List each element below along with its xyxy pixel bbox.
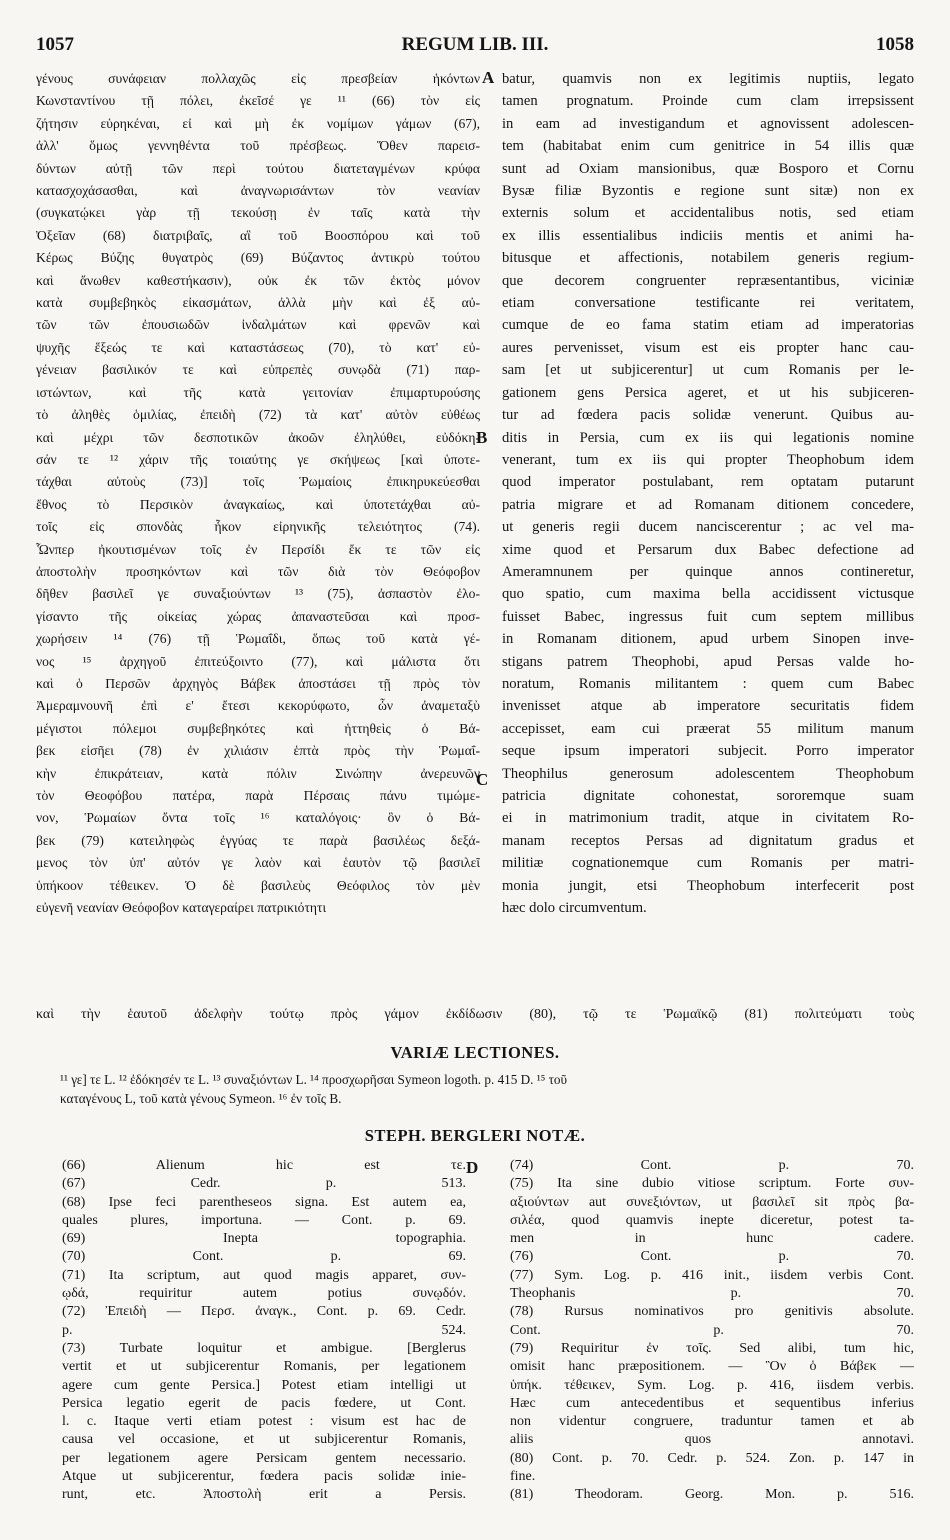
margin-marker-a: A xyxy=(482,68,495,87)
greek-text-column xyxy=(36,68,480,919)
greek-text-line: ζήτησιν εὑρηκέναι, εἰ καὶ μὴ ἐκ νομίμων γάμων (67), xyxy=(36,115,480,131)
greek-text-line: ὑπήκοον τέθεικεν. Ὁ δὲ βασιλεὺς Θεόφιλος τὸν μὲν xyxy=(36,877,480,893)
latin-text-line: militiæ cognationemque cum Romanis per matri- xyxy=(502,855,914,872)
note-line: Cont. p. 70. xyxy=(510,1322,914,1338)
greek-text-line: βεκ (79) κατειληφὼς ἐγγύας τε παρὰ βασιλέως δεξά- xyxy=(36,832,480,848)
greek-text-line: καὶ μέχρι τῶν δεσποτικῶν ἀκοῶν ἐληλύθει, εὐδόκη- xyxy=(36,429,480,445)
note-line: Hæc cum antecedentibus et sequentibus inferius xyxy=(510,1395,914,1411)
running-title: REGUM LIB. III. xyxy=(401,34,549,55)
greek-text-line: γένους συνάφειαν πολλαχῶς εἰς πρεσβείαν ἡκόντων xyxy=(36,71,480,86)
page-number-right: 1058 xyxy=(876,34,914,55)
latin-text-line: ut generis regii ducem nanciscerentur ; ac vel ma- xyxy=(502,519,914,536)
note-line: (76) Cont. p. 70. xyxy=(510,1249,914,1265)
note-line: (71) Ita scriptum, aut quod magis apparet, συν- xyxy=(62,1267,466,1283)
latin-text-column xyxy=(502,68,914,919)
latin-text-line: quo spatio, cum maxima bella accidissent victusque xyxy=(502,586,914,603)
greek-text-line: ιστώντων, καὶ τῆς κατὰ γειτονίαν ἐπιμαρτυρούσης xyxy=(36,384,480,400)
note-line: ῳδά, requiritur autem potius συνῳδόν. xyxy=(62,1286,466,1302)
latin-text-line: in Romanam ditionem, apud urbem Sinopen inve- xyxy=(502,631,914,648)
greek-text-line: γίσαντο τῆς οἰκείας χώρας ἀπαναστεῦσαι καὶ προσ- xyxy=(36,608,480,624)
latin-text-line: venerant, tum ex iis qui propter Theophobum idem xyxy=(502,451,914,468)
latin-text-line: patria migrare et ad Romanam ditionem concedere, xyxy=(502,496,914,513)
latin-text-line: bitusque et affectionis, notabilem generis regium- xyxy=(502,250,914,267)
latin-text-line: tem (habitabat enim cum genitrice in 54 illis quæ xyxy=(502,138,914,155)
greek-text-line: τοῖς εἰς σπονδὰς ἧκον εἰρηνικῆς τελειότητος (74). xyxy=(36,519,480,535)
note-line: runt, etc. Ἀποστολὴ erit a Persis. xyxy=(62,1487,466,1503)
note-line: agere cum gente Persica.] Potest etiam intelligi ut xyxy=(62,1377,466,1393)
notes-right-column xyxy=(510,1157,914,1505)
note-line: Atque ut subjicerentur, fœdera pacis solidæ inie- xyxy=(62,1469,466,1485)
greek-full-width-line: καὶ τὴν ἑαυτοῦ ἀδελφὴν τούτῳ πρὸς γάμον ἐκδίδωσιν (80), τῷ τε Ῥωμαϊκῷ (81) πολιτεύματι τοὺς xyxy=(36,1007,914,1022)
greek-text-line: βεκ εἰσῆει (78) ἐν χιλιάσιν ἑπτὰ πρὸς τὴν Ῥωμαΐ- xyxy=(36,743,480,759)
greek-text-line: εὐγενῆ νεανίαν Θεόφοβον καταγεραίρει πατρικιότητι xyxy=(36,900,327,916)
latin-text-line: etiam conversatione testificante rei veritatem, xyxy=(502,295,914,312)
note-line: ὑπήκ. τέθεικεν, Sym. Log. p. 416, iisdem verbis. xyxy=(510,1377,914,1393)
greek-text-line: χωρήσειν ¹⁴ (76) τῇ Ῥωμαΐδι, ὅπως τοῦ κατὰ γέ- xyxy=(36,631,480,647)
greek-text-line: δύντων αὐτῇ τῶν περὶ τούτου διατεταγμένων κρύφα xyxy=(36,160,480,176)
greek-text-line: καὶ ἄνωθεν καθεστήκασιν), οὐκ ἐκ τῶν ἐκτὸς μόνον xyxy=(36,272,480,288)
note-line: Theophanis p. 70. xyxy=(510,1286,914,1302)
margin-marker-c: C xyxy=(476,770,489,789)
greek-text-line: Ἀμεραμνουνῆ ἐπὶ ε' ἔτεσι κεκορύφωτο, ὧν ἀναμεταξὺ xyxy=(36,698,480,714)
variant-reading-line: καταγένους L, τοῦ κατὰ γένους Symeon. ¹⁶ ἐν τοῖς B. xyxy=(60,1091,342,1106)
greek-text-line: ἀποστολὴν προσηκόντων καὶ τῶν διὰ τὸν Θεόφοβον xyxy=(36,563,480,579)
note-line: (80) Cont. p. 70. Cedr. p. 524. Zon. p. 147 in xyxy=(510,1450,914,1466)
variant-reading-line: ¹¹ γε] τε L. ¹² ἐδόκησέν τε L. ¹³ συναξιόντων L. ¹⁴ προσχωρῆσαι Symeon logoth. p. 415 D. ¹⁵ τοῦ xyxy=(60,1072,568,1087)
latin-text-line: fuisset Babec, ingressus fuit cum septem millibus xyxy=(502,608,914,625)
latin-text-line: seque ipsum imperatori subjecit. Porro imperator xyxy=(502,743,914,760)
page-header xyxy=(36,34,914,60)
note-line: causa vel occasione, et ut subjicerentur Romanis, xyxy=(62,1432,466,1448)
greek-text-line: κατασχοχάσασθαι, καὶ ἀναγνωρισάντων τὸν νεανίαν xyxy=(36,183,480,199)
latin-text-line: hæc dolo circumventum. xyxy=(502,900,647,917)
note-line: (68) Ipse feci parentheseos signa. Est autem ea, xyxy=(62,1194,466,1210)
note-line: (66) Alienum hic est τε. xyxy=(62,1158,466,1173)
note-line: fine. xyxy=(510,1469,536,1485)
latin-text-line: cumque de eo fama statim etiam ad imperatorias xyxy=(502,317,914,334)
latin-text-line: manam receptos Persas ad dignitatum gradus et xyxy=(502,832,914,849)
note-line: (72) Ἐπειδὴ — Περσ. ἀναγκ., Cont. p. 69. Cedr. xyxy=(62,1304,466,1320)
latin-text-line: patricia dignitate cohonestat, sororemque suam xyxy=(502,788,914,804)
note-line: (77) Sym. Log. p. 416 init., iisdem verbis Cont. xyxy=(510,1267,914,1283)
notes-left-column xyxy=(62,1157,466,1505)
greek-text-line: Ὀξεῖαν (68) διατριβαῖς, αἳ τοῦ Βοοσπόρου καὶ τοῦ xyxy=(36,227,480,243)
latin-text-line: Theophilus generosum adolescentem Theophobum xyxy=(502,765,914,782)
greek-text-line: τῶν τῶν ἐπουσιωδῶν ἰνδαλμάτων καὶ φρενῶν καὶ xyxy=(36,317,480,333)
note-line: vertit et ut subjicerentur Romanis, per legationem xyxy=(62,1359,466,1375)
latin-text-line: Bysæ filiæ Byzontis e regione sunt sitæ) non ex xyxy=(502,183,914,200)
note-line: non videntur congruere, traduntur tamen et ab xyxy=(510,1414,914,1430)
note-line: p. 524. xyxy=(62,1322,466,1338)
latin-text-line: tur ad fœdera pacis solidæ venerunt. Quibus au- xyxy=(502,407,914,424)
latin-text-line: ditis in Persia, cum ex iis qui legationis nomine xyxy=(502,429,914,446)
latin-text-line: batur, quamvis non ex legitimis nuptiis, legato xyxy=(502,71,914,87)
latin-text-line: quod imperator postulabant, rem optatam putarunt xyxy=(502,474,914,491)
greek-text-line: κατὰ συμβεβηκὸς εἰκασμάτων, ἀλλὰ μὴν καὶ ἐξ αὐ- xyxy=(36,295,480,311)
greek-text-line: μενος τὸν ὑπ' αὐτόν γε λαὸν καὶ ἑαυτὸν τῷ βασιλεῖ xyxy=(36,855,480,871)
greek-text-line: Κέρως Βύζης θυγατρὸς (69) Βύζαντος ἀντικρὺ τούτου xyxy=(36,250,480,266)
bergler-notes-heading: STEPH. BERGLERI NOTÆ. xyxy=(364,1126,586,1145)
note-line: (67) Cedr. p. 513. xyxy=(62,1176,466,1192)
greek-text-line: νος ¹⁵ ἀρχηγοῦ ἐπιτεύξοιντο (77), καὶ μάλιστα ὅτι xyxy=(36,653,480,669)
latin-text-line: Ameramnunem per quinque annos contineretur, xyxy=(502,563,914,580)
latin-text-line: monia jungit, etsi Theophobum interfecerit post xyxy=(502,877,914,894)
greek-text-line: ἀλλ' ὅμως γεννηθέντα τοῦ πρέσβεως. Ὅθεν παρεισ- xyxy=(36,138,480,154)
greek-text-line: κὴν ἐπικράτειαν, κατὰ πόλιν Σινώπην ἀνερευνῶν xyxy=(36,765,480,781)
note-line: (69) Inepta topographia. xyxy=(62,1231,466,1247)
variae-lectiones-block xyxy=(60,1070,914,1108)
margin-marker-b: B xyxy=(476,428,488,447)
greek-text-line: καὶ ὁ Περσῶν ἀρχηγὸς Βάβεκ ἀποστάσει τῇ πρὸς τὸν xyxy=(36,675,480,691)
latin-text-line: accepisset, eam cui præerat 55 militum manum xyxy=(502,720,914,737)
greek-text-line: ἔθνος τὸ Περσικὸν ἀναγκαίως, καὶ ὑποτετάχθαι αὐ- xyxy=(36,496,480,512)
greek-text-line: Ὧνπερ ἠκουτισμένων τοῖς ἐν Περσίδι ἔκ τε τῶν εἰς xyxy=(36,541,480,557)
note-line: omisit hanc præpositionem. — Ὃν ὁ Βάβεκ — xyxy=(510,1359,914,1375)
note-line: l. c. Itaque verti etiam potest : visum est hac de xyxy=(62,1414,466,1430)
page-number-left: 1057 xyxy=(36,34,74,55)
greek-text-line: Κωνσταντίνου τῇ πόλει, ἐκεῖσέ γε ¹¹ (66) τὸν εἰς xyxy=(36,93,480,109)
latin-text-line: xime quod et Persarum dux Babec defectione ad xyxy=(502,541,914,558)
note-line: (79) Requiritur ἐν τοῖς. Sed alibi, tum hic, xyxy=(510,1340,914,1356)
note-line: (75) Ita sine dubio vitiose scriptum. Forte συν- xyxy=(510,1176,914,1192)
greek-text-line: δῆθεν βασιλεῖ γε συναξιούντων ¹³ (75), ἀσπαστὸν ἐλο- xyxy=(36,586,480,602)
latin-text-line: gationem gens Persica ageret, et ut his subjiceren- xyxy=(502,384,914,401)
latin-text-line: sunt ad Oxiam mansionibus, quæ Bosporo et Cornu xyxy=(502,160,914,177)
greek-text-line: τάχθαι αὐτοὺς (73)] τοῖς Ῥωμαίοις ἐπικηρυκεύεσθαι xyxy=(36,474,480,490)
greek-text-line: γένειαν βασιλικόν τε καὶ εὐπρεπὲς συνῳδὰ (71) παρ- xyxy=(36,362,480,378)
note-line: aliis quos annotavi. xyxy=(510,1432,914,1448)
margin-marker-d: D xyxy=(466,1158,479,1177)
note-line: (74) Cont. p. 70. xyxy=(510,1158,914,1173)
greek-text-line: (συγκατῴκει γὰρ τῇ τεκούσῃ ἐν ταῖς κατὰ τὴν xyxy=(36,205,480,221)
note-line: (81) Theodoram. Georg. Mon. p. 516. xyxy=(510,1487,914,1503)
note-line: quales plures, importuna. — Cont. p. 69. xyxy=(62,1212,466,1228)
latin-text-line: stigans patrem Theophobi, apud Persas valde ho- xyxy=(502,653,914,670)
latin-text-line: externis solum et accidentalibus notis, sed etiam xyxy=(502,205,914,222)
greek-text-line: τὸ ἀληθὲς ὁμιλίας, ἐπειδὴ (72) τὰ κατ' αὐτὸν εὐθέως xyxy=(36,407,480,423)
note-line: αξιούντων aut συνεξιόντων, ut βασιλεῖ sit πρὸς βα- xyxy=(510,1194,914,1210)
greek-text-line: ψυχῆς ἕξεώς τε καὶ καταστάσεως (70), τὸ κατ' εὐ- xyxy=(36,339,480,355)
latin-text-line: ei in matrimonium tradit, atque in civitatem Ro- xyxy=(502,810,914,827)
note-line: men in hunc cadere. xyxy=(510,1231,914,1247)
latin-text-line: sam [et ut subjicerentur] ut cum Romanis per le- xyxy=(502,362,914,379)
note-line: Persica legatio egerit de pacis fœdere, ut Cont. xyxy=(62,1395,466,1411)
latin-text-line: tamen prognatum. Proinde cum clam irrepsissent xyxy=(502,93,914,110)
note-line: per legationem agere Persicam gentem necessario. xyxy=(62,1450,466,1466)
note-line: (73) Turbate loquitur et ambigue. [Berglerus xyxy=(62,1340,466,1356)
greek-text-line: μέγιστοι πόλεμοι συμβεβηκότες καὶ ἡττηθεὶς ὁ Βά- xyxy=(36,720,480,736)
greek-text-line: σάν τε ¹² χάριν τῆς τοιαύτης γε σκήψεως [καὶ ὑποτε- xyxy=(36,451,480,467)
note-line: (78) Rursus nominativos pro genitivis absolute. xyxy=(510,1304,914,1320)
latin-text-line: noratum, Romanis militantem : quem cum Babec xyxy=(502,675,914,692)
latin-text-line: in eam ad investigandum et agnovissent adolescen- xyxy=(502,115,914,132)
greek-text-line: τὸν Θεοφόβου πατέρα, παρὰ Πέρσαις πάνυ τιμώμε- xyxy=(36,788,480,803)
latin-text-line: ex illis essentialibus indiciis mentis et animi ha- xyxy=(502,227,914,244)
greek-text-line: νον, Ῥωμαίων ὄντα τοῖς ¹⁶ καταλόγοις· ὃν ὁ Βά- xyxy=(36,810,480,826)
note-line: σιλέα, quod quamvis inepte diceretur, potest ta- xyxy=(510,1212,914,1228)
note-line: (70) Cont. p. 69. xyxy=(62,1249,466,1265)
variae-lectiones-heading: VARIÆ LECTIONES. xyxy=(390,1043,560,1062)
latin-text-line: invenisset atque ab imperatore securitatis fidem xyxy=(502,698,914,715)
latin-text-line: que decorem congruenter repræsentantibus, viciniæ xyxy=(502,272,914,289)
latin-text-line: aures pervenisset, visum est eis propter hanc cau- xyxy=(502,339,914,356)
